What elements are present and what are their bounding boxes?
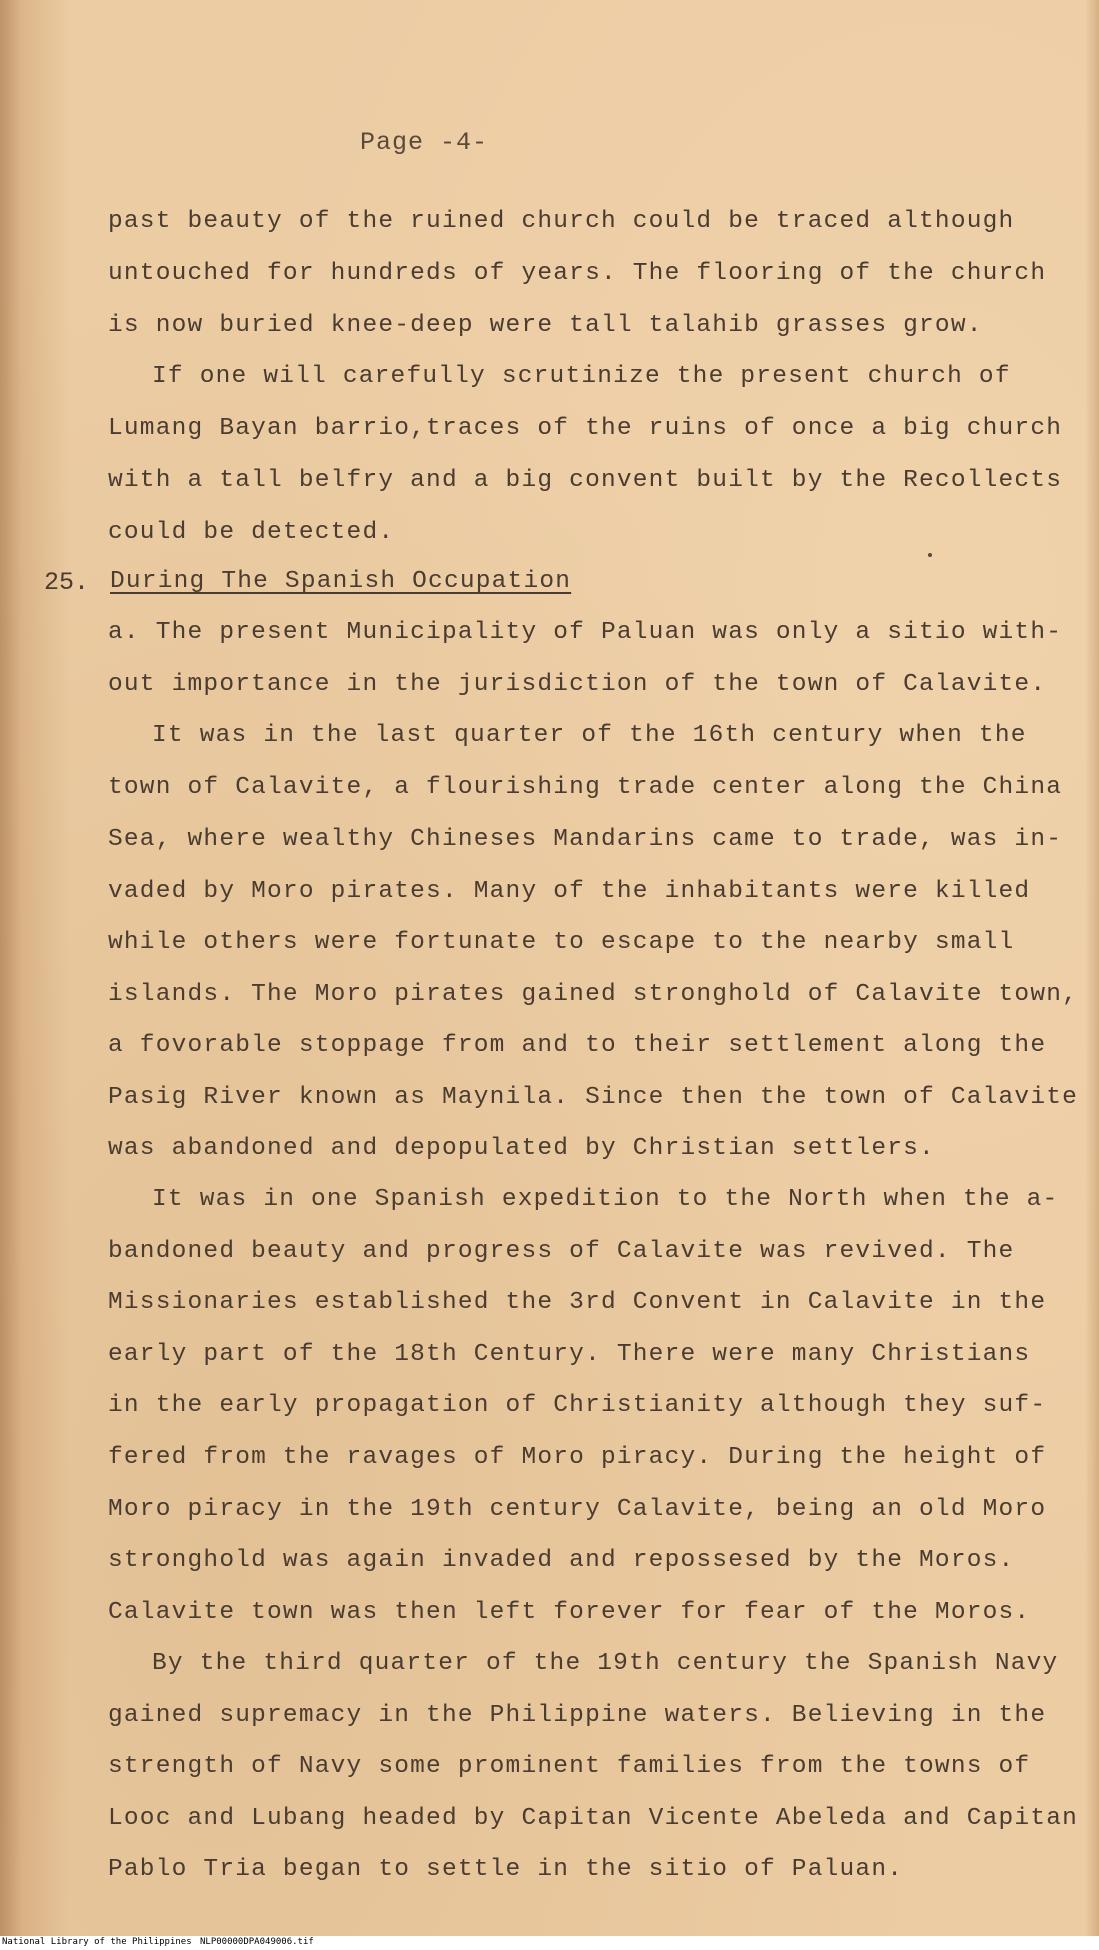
text-line: vaded by Moro pirates. Many of the inhabitants were killed bbox=[108, 878, 1031, 905]
text-line: gained supremacy in the Philippine waters. Believing in the bbox=[108, 1702, 1047, 1729]
text-line: Sea, where wealthy Chineses Mandarins came to trade, was in- bbox=[108, 826, 1063, 853]
section-heading: During The Spanish Occupation bbox=[110, 568, 572, 595]
text-line: fered from the ravages of Moro piracy. During the height of bbox=[108, 1444, 1047, 1471]
text-line: with a tall belfry and a big convent built by the Recollects bbox=[108, 467, 1063, 494]
archive-footer bbox=[0, 1936, 1099, 1950]
text-line: while others were fortunate to escape to the nearby small bbox=[108, 929, 1015, 956]
text-line: It was in the last quarter of the 16th century when the bbox=[152, 722, 1027, 749]
text-line: Lumang Bayan barrio,traces of the ruins of once a big church bbox=[108, 415, 1063, 442]
text-line: stronghold was again invaded and repossesed by the Moros. bbox=[108, 1547, 1015, 1574]
text-line: It was in one Spanish expedition to the North when the a- bbox=[152, 1186, 1059, 1213]
page-edge-shadow bbox=[1085, 0, 1099, 1950]
footer-source: National Library of the Philippines bbox=[2, 1937, 192, 1947]
text-line: Pablo Tria began to settle in the sitio of Paluan. bbox=[108, 1856, 904, 1883]
text-line: out importance in the jurisdiction of the town of Calavite. bbox=[108, 671, 1047, 698]
text-line: Missionaries established the 3rd Convent in Calavite in the bbox=[108, 1289, 1047, 1316]
text-line: Moro piracy in the 19th century Calavite, being an old Moro bbox=[108, 1496, 1047, 1523]
section-number: 25. bbox=[44, 568, 90, 597]
text-line: could be detected. bbox=[108, 519, 395, 546]
text-line: past beauty of the ruined church could be traced although bbox=[108, 208, 1015, 235]
text-line: was abandoned and depopulated by Christian settlers. bbox=[108, 1135, 935, 1162]
text-line: bandoned beauty and progress of Calavite was revived. The bbox=[108, 1238, 1015, 1265]
text-line: untouched for hundreds of years. The flooring of the church bbox=[108, 260, 1047, 287]
text-line: is now buried knee-deep were tall talahib grasses grow. bbox=[108, 312, 983, 339]
page-number: Page -4- bbox=[360, 128, 489, 157]
text-line: Calavite town was then left forever for fear of the Moros. bbox=[108, 1599, 1031, 1626]
text-line: By the third quarter of the 19th century the Spanish Navy bbox=[152, 1650, 1059, 1677]
text-line: strength of Navy some prominent families from the towns of bbox=[108, 1753, 1031, 1780]
footer-file-name: NLP00000DPA049006.tif bbox=[200, 1937, 314, 1947]
text-line: in the early propagation of Christianity although they suf- bbox=[108, 1392, 1047, 1419]
text-line: a. The present Municipality of Paluan was only a sitio with- bbox=[108, 619, 1063, 646]
text-line: Looc and Lubang headed by Capitan Vicente Abeleda and Capitan bbox=[108, 1805, 1079, 1832]
ink-mark bbox=[928, 553, 932, 557]
text-line: If one will carefully scrutinize the present church of bbox=[152, 363, 1011, 390]
text-line: early part of the 18th Century. There were many Christians bbox=[108, 1341, 1031, 1368]
text-line: a fovorable stoppage from and to their settlement along the bbox=[108, 1032, 1047, 1059]
text-line: Pasig River known as Maynila. Since then the town of Calavite bbox=[108, 1084, 1079, 1111]
text-line: islands. The Moro pirates gained stronghold of Calavite town, bbox=[108, 981, 1079, 1008]
text-line: town of Calavite, a flourishing trade center along the China bbox=[108, 774, 1063, 801]
